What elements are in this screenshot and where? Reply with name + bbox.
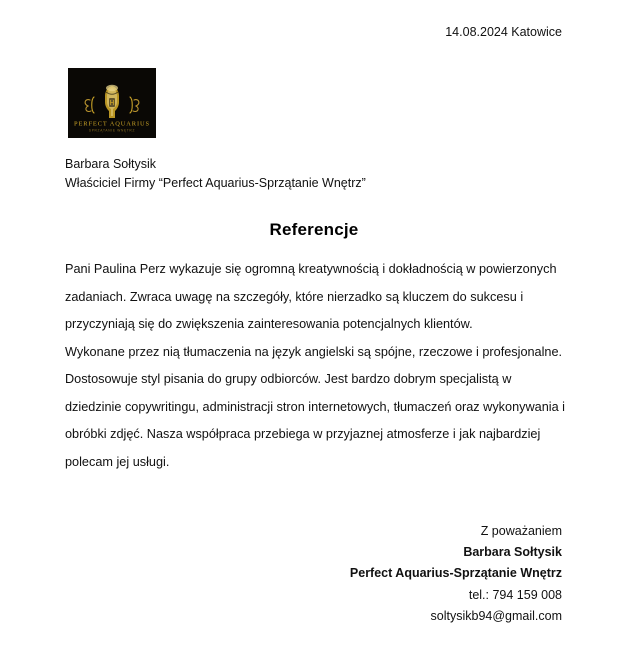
closing-salutation: Z poważaniem [480, 524, 562, 538]
closing-company: Perfect Aquarius-Sprzątanie Wnętrz [349, 566, 562, 580]
contact-phone: tel.: 794 159 008 [468, 588, 562, 602]
sender-name: Barbara Sołtysik [65, 157, 157, 171]
body-paragraph: Pani Paulina Perz wykazuje się ogromną kreatywnością i dokładnością w powierzonych zadaniach. Zwraca uwagę na szczegóły, które nierzadko są kluczem do sukcesu i przyczyniają się do zwiększenia zainteresowania potencjalnych klientów. [65, 262, 557, 331]
date-and-place: 14.08.2024 Katowice [445, 25, 562, 39]
company-logo [68, 68, 156, 138]
sender-role: Właściciel Firmy “Perfect Aquarius-Sprzątanie Wnętrz” [65, 176, 366, 190]
svg-text:SPRZĄTANIE WNĘTRZ: SPRZĄTANIE WNĘTRZ [88, 128, 136, 133]
letter-body [65, 256, 565, 476]
sender-block [65, 155, 366, 193]
svg-text:PERFECT AQUARIUS: PERFECT AQUARIUS [74, 120, 150, 128]
closing-signer-name: Barbara Sołtysik [463, 545, 562, 559]
closing-block [350, 521, 562, 584]
contact-email: soltysikb94@gmail.com [430, 609, 562, 623]
contact-block [431, 585, 562, 627]
body-paragraph: Wykonane przez nią tłumaczenia na język angielski są spójne, rzeczowe i profesjonalne. Dostosowuje styl pisania do grupy odbiorców. Jest bardzo dobrym specjalistą w dziedzinie copywritingu, administracji stron internetowych, tłumaczeń oraz wykonywania i obróbki zdjęć. Nasza współpraca przebiega w przyjaznej atmosferze i jak najbardziej polecam jej usługi. [65, 344, 565, 469]
page-title: Referencje [269, 220, 359, 239]
aquarius-emblem-icon [68, 68, 156, 138]
logo-artwork [68, 68, 156, 138]
